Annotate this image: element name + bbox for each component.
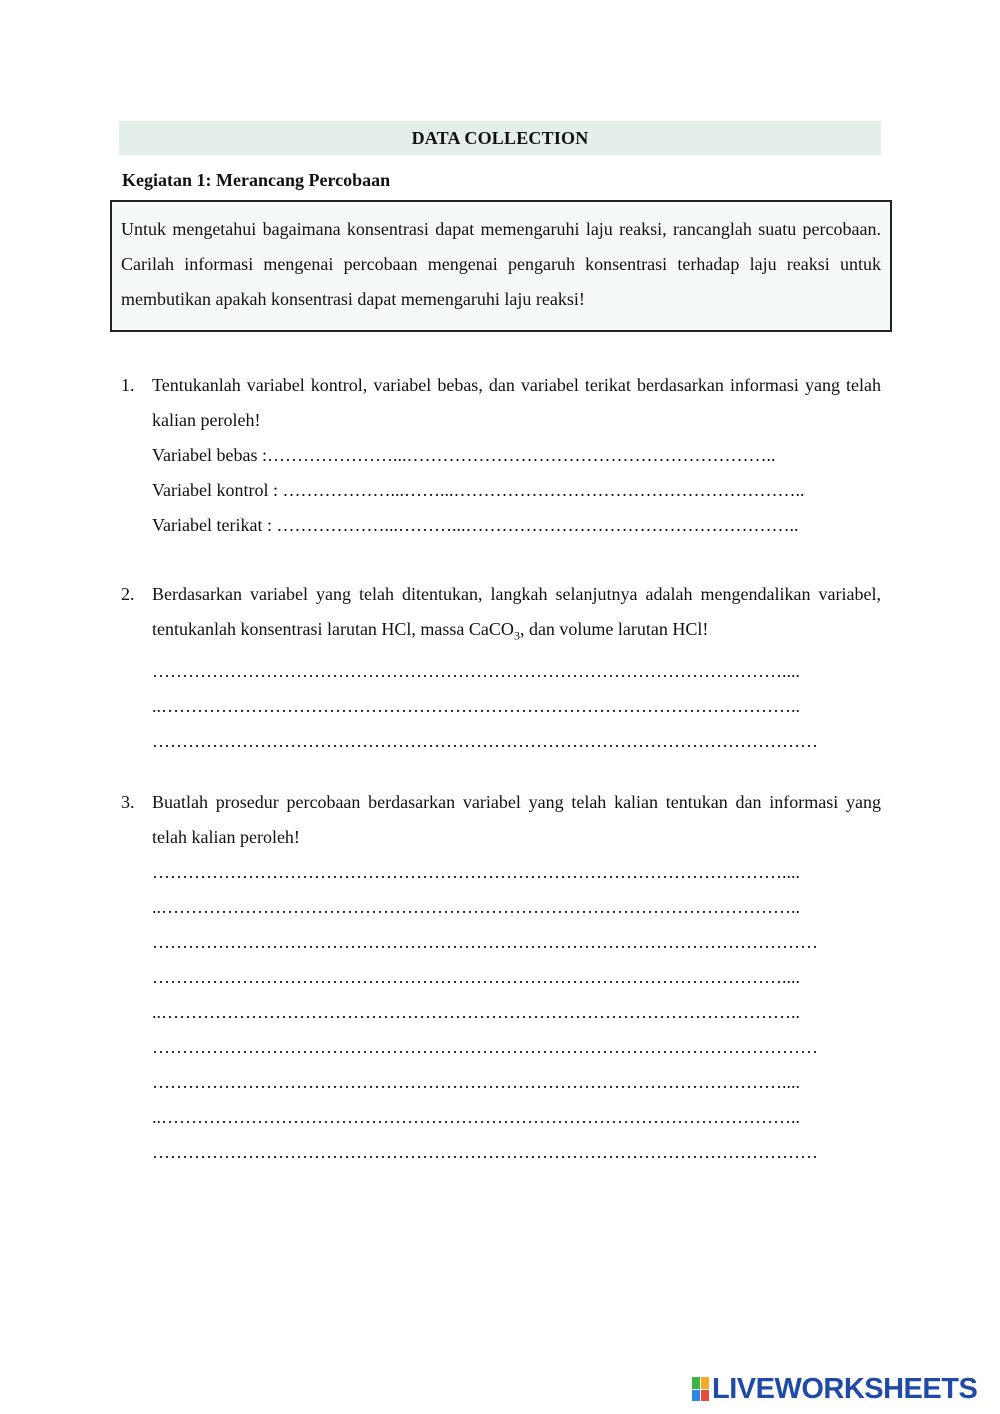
question-3 <box>121 785 881 1170</box>
variable-control-field[interactable]: Variabel kontrol : ………………...……...………………………………………………….. <box>152 480 805 500</box>
answer-line[interactable]: …………………………………………………………………………………………….... <box>152 862 800 882</box>
variable-free-field[interactable]: Variabel bebas :…………………...…………………………………………………….. <box>152 445 776 465</box>
question-number: 2. <box>121 584 135 604</box>
liveworksheets-logo[interactable] <box>692 1372 977 1406</box>
variable-dependent-field[interactable]: Variabel terikat : ………………...………...……………………………………………….. <box>152 515 799 535</box>
answer-line[interactable]: ………………………………………………………………………………………………… <box>152 1037 818 1057</box>
answer-line[interactable]: ………………………………………………………………………………………………… <box>152 932 818 952</box>
answer-line[interactable]: ………………………………………………………………………………………………… <box>152 1142 818 1162</box>
question-text: Tentukanlah variabel kontrol, variabel bebas, dan variabel terikat berdasarkan informasi yang telah kalian peroleh! <box>152 375 881 430</box>
answer-line[interactable]: …………………………………………………………………………………………….... <box>152 967 800 987</box>
logo-text: LIVEWORKSHEETS <box>712 1372 978 1405</box>
question-text: Berdasarkan variabel yang telah ditentukan, langkah selanjutnya adalah mengendalikan variabel, tentukanlah konsentrasi larutan HCl, massa CaCO$_3$, dan volume larutan HCl! <box>152 584 881 643</box>
question-number: 1. <box>121 375 135 395</box>
answer-line[interactable]: ..…………………………………………………………………………………………….. <box>152 897 800 917</box>
logo-icon <box>692 1377 709 1401</box>
question-1 <box>121 368 881 543</box>
intro-text: Untuk mengetahui bagaimana konsentrasi dapat memengaruhi laju reaksi, rancanglah suatu percobaan. Carilah informasi mengenai percobaan mengenai pengaruh konsentrasi terhadap laju reaksi untuk membutikan apakah konsentrasi dapat memengaruhi laju reaksi! <box>121 219 881 309</box>
question-2 <box>121 577 881 759</box>
section-header <box>119 121 881 155</box>
answer-line[interactable]: ..…………………………………………………………………………………………….. <box>152 695 800 716</box>
answer-line[interactable]: ..…………………………………………………………………………………………….. <box>152 1107 800 1127</box>
answer-line[interactable]: ..…………………………………………………………………………………………….. <box>152 1002 800 1022</box>
section-title: DATA COLLECTION <box>411 127 589 148</box>
intro-box <box>110 200 892 332</box>
activity-title: Kegiatan 1: Merancang Percobaan <box>122 170 391 190</box>
question-number: 3. <box>121 792 135 812</box>
question-text: Buatlah prosedur percobaan berdasarkan variabel yang telah kalian tentukan dan informasi yang telah kalian peroleh! <box>152 792 881 847</box>
answer-line[interactable]: …………………………………………………………………………………………….... <box>152 1072 800 1092</box>
answer-line[interactable]: ………………………………………………………………………………………………… <box>152 730 818 751</box>
answer-line[interactable]: …………………………………………………………………………………………….... <box>152 660 800 681</box>
